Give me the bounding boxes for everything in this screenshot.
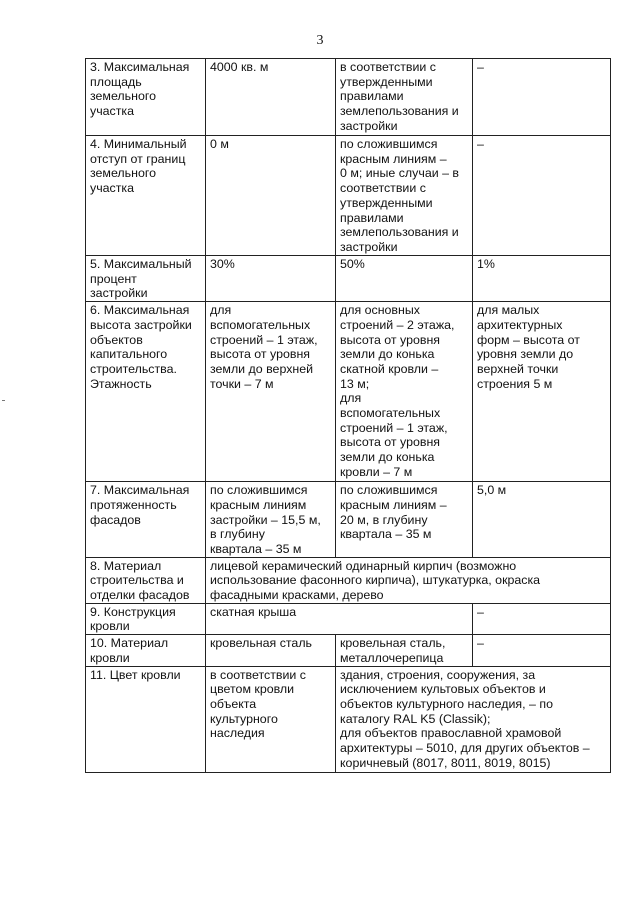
value-cell: – xyxy=(473,603,611,634)
value-cell: для основных строений – 2 этажа, высота от уровня земли до конька скатной кровли – 13 м; для вспомогательных строений – 1 этаж, высота от уровня земли до конька кровли – 7 м xyxy=(336,302,473,482)
table-row xyxy=(86,666,611,772)
table-row xyxy=(86,557,611,603)
value-cell: – xyxy=(473,136,611,256)
table-row xyxy=(86,635,611,666)
value-cell: – xyxy=(473,59,611,136)
table-row xyxy=(86,302,611,482)
value-cell-merged: скатная крыша xyxy=(206,603,473,634)
value-cell: 5,0 м xyxy=(473,482,611,558)
value-cell: по сложившимся красным линиям – 20 м, в глубину квартала – 35 м xyxy=(336,482,473,558)
parameter-cell: 9. Конструкция кровли xyxy=(86,603,206,634)
value-cell: для вспомогательных строений – 1 этаж, высота от уровня земли до верхней точки – 7 м xyxy=(206,302,336,482)
value-cell: 1% xyxy=(473,256,611,302)
parameter-cell: 8. Материал строительства и отделки фасадов xyxy=(86,557,206,603)
scan-edge-mark xyxy=(2,400,5,401)
parameter-cell: 7. Максимальная протяженность фасадов xyxy=(86,482,206,558)
value-cell: 30% xyxy=(206,256,336,302)
table-row xyxy=(86,256,611,302)
table-row xyxy=(86,59,611,136)
page-number: 3 xyxy=(316,33,324,48)
value-cell: 4000 кв. м xyxy=(206,59,336,136)
table-row xyxy=(86,603,611,634)
value-cell: – xyxy=(473,635,611,666)
value-cell: кровельная сталь, металлочерепица xyxy=(336,635,473,666)
parameter-cell: 6. Максимальная высота застройки объектов капитального строительства. Этажность xyxy=(86,302,206,482)
value-cell-merged: лицевой керамический одинарный кирпич (возможно использование фасонного кирпича), штукатурка, окраска фасадными красками, дерево xyxy=(206,557,611,603)
value-cell: в соответствии с цветом кровли объекта культурного наследия xyxy=(206,666,336,772)
building-parameters-table xyxy=(85,58,611,773)
parameter-cell: 11. Цвет кровли xyxy=(86,666,206,772)
value-cell: 0 м xyxy=(206,136,336,256)
table-row xyxy=(86,136,611,256)
value-cell-merged: здания, строения, сооружения, за исключением культовых объектов и объектов культурного наследия, – по каталогу RAL K5 (Classik); для объектов православной храмовой архитектуры – 5010, для других объектов – коричневый (8017, 8011, 8019, 8015) xyxy=(336,666,611,772)
parameter-cell: 5. Максимальный процент застройки xyxy=(86,256,206,302)
parameter-cell: 4. Минимальный отступ от границ земельного участка xyxy=(86,136,206,256)
value-cell: кровельная сталь xyxy=(206,635,336,666)
value-cell: по сложившимся красным линиям застройки – 15,5 м, в глубину квартала – 35 м xyxy=(206,482,336,558)
value-cell: 50% xyxy=(336,256,473,302)
value-cell: для малых архитектурных форм – высота от уровня земли до верхней точки строения 5 м xyxy=(473,302,611,482)
table-row xyxy=(86,482,611,558)
value-cell: по сложившимся красным линиям – 0 м; иные случаи – в соответствии с утвержденными правилами землепользования и застройки xyxy=(336,136,473,256)
parameter-cell: 10. Материал кровли xyxy=(86,635,206,666)
parameter-cell: 3. Максимальная площадь земельного участка xyxy=(86,59,206,136)
value-cell: в соответствии с утвержденными правилами землепользования и застройки xyxy=(336,59,473,136)
